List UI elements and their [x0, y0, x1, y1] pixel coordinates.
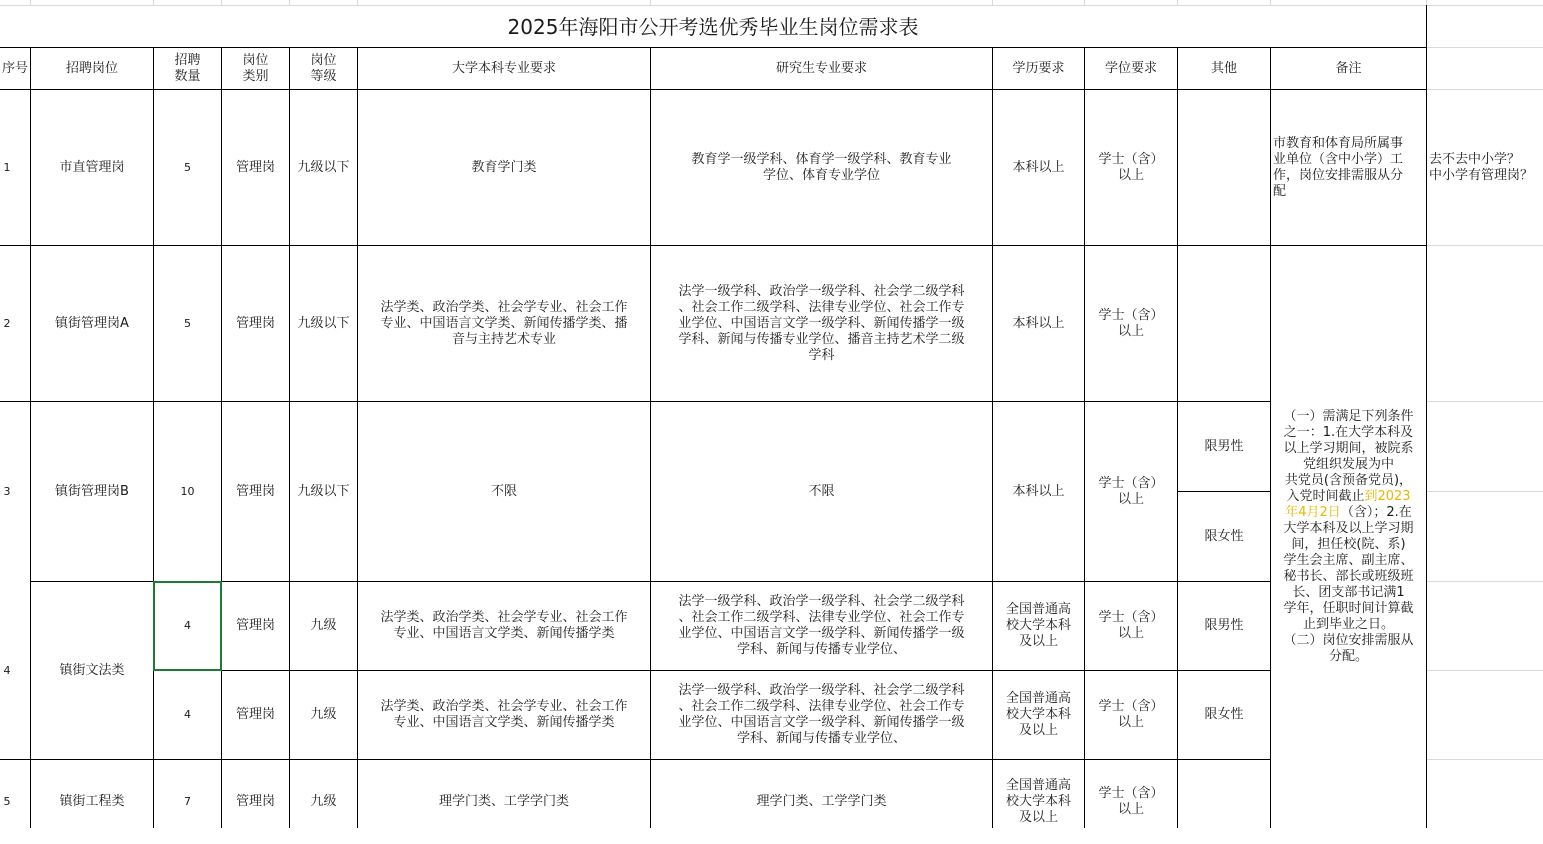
- row5-undergrad[interactable]: 理学门类、工学学门类: [438, 794, 569, 809]
- row4a-level[interactable]: 九级: [310, 618, 337, 633]
- row2-other[interactable]: [1178, 246, 1270, 401]
- row2-category[interactable]: 管理岗: [235, 315, 275, 331]
- row4b-category[interactable]: 管理岗: [235, 707, 275, 722]
- row5-count[interactable]: 7: [184, 795, 191, 808]
- row5-level[interactable]: 九级: [310, 794, 337, 809]
- row1-seq[interactable]: 1: [3, 160, 11, 174]
- header-seq[interactable]: 序号: [2, 60, 29, 76]
- row3-undergrad[interactable]: 不限: [490, 483, 517, 499]
- row3-grad[interactable]: 不限: [808, 483, 835, 499]
- row2-undergrad[interactable]: 法学类、政治学类、社会学专业、社会工作 专业、中国语言文学类、新闻传播学类、播 音与主持艺术专业: [380, 299, 628, 347]
- row2-education[interactable]: 本科以上: [1012, 315, 1065, 331]
- row3-post[interactable]: 镇街管理岗B: [55, 483, 129, 499]
- row5-other[interactable]: [1178, 760, 1270, 844]
- row1-degree[interactable]: 学士（含） 以上: [1098, 151, 1164, 183]
- row4b-count[interactable]: 4: [184, 708, 191, 721]
- header-grad[interactable]: 研究生专业要求: [775, 60, 867, 76]
- row1-post[interactable]: 市直管理岗: [59, 159, 125, 175]
- header-other[interactable]: 其他: [1210, 60, 1237, 76]
- row1-other[interactable]: [1178, 90, 1270, 245]
- header-count[interactable]: 招聘 数量: [174, 52, 201, 84]
- row4b-other[interactable]: 限女性: [1204, 707, 1244, 722]
- row4b-undergrad[interactable]: 法学类、政治学类、社会学专业、社会工作 专业、中国语言文学类、新闻传播学类: [380, 699, 628, 730]
- row4a-degree[interactable]: 学士（含） 以上: [1098, 610, 1164, 641]
- row2-level[interactable]: 九级以下: [297, 315, 350, 331]
- remarks-text-after: （含）；2.在 大学本科及以上学习期 间，担任校(院、系) 学生会主席、副主席、 秘书长、部长或班级班 长、团支部书记满1 学年，任职时间计算截 止到毕业之日。 （二）岗位安排需服从 分配。: [1283, 505, 1414, 664]
- row3-seq[interactable]: 3: [3, 484, 11, 498]
- row1-remarks[interactable]: 市教育和体育局所属事 业单位（含中小学）工 作，岗位安排需服从分 配: [1273, 135, 1404, 199]
- row5-post[interactable]: 镇街工程类: [59, 794, 125, 809]
- row3-other-b[interactable]: 限女性: [1204, 528, 1244, 544]
- row5-category[interactable]: 管理岗: [235, 794, 275, 809]
- remarks-text-before: （一）需满足下列条件 之一：1.在大学本科及 以上学习期间，被院系 党组织发展为中 共党员(含预备党员)， 入党时间截止: [1283, 409, 1414, 504]
- header-level[interactable]: 岗位 等级: [310, 52, 337, 84]
- row4a-category[interactable]: 管理岗: [235, 618, 275, 633]
- header-degree[interactable]: 学位要求: [1104, 60, 1157, 76]
- row4a-education[interactable]: 全国普通高 校大学本科 及以上: [1005, 602, 1071, 649]
- row4a-other[interactable]: 限男性: [1204, 618, 1244, 633]
- header-education[interactable]: 学历要求: [1012, 60, 1065, 76]
- sheet-title[interactable]: 2025年海阳市公开考选优秀毕业生岗位需求表: [507, 14, 919, 39]
- row5-grad[interactable]: 理学门类、工学学门类: [756, 794, 887, 809]
- row4b-level[interactable]: 九级: [310, 707, 337, 722]
- header-remarks[interactable]: 备注: [1335, 60, 1362, 76]
- row1-comment[interactable]: 去不去中小学？ 中小学有管理岗？: [1429, 151, 1534, 183]
- row3-degree[interactable]: 学士（含） 以上: [1098, 475, 1164, 507]
- row2-count[interactable]: 5: [184, 316, 191, 330]
- row5-seq[interactable]: 5: [3, 795, 11, 808]
- row1-undergrad[interactable]: 教育学门类: [471, 159, 537, 175]
- remarks-text: [1283, 409, 1413, 665]
- row4b-grad[interactable]: 法学一级学科、政治学一级学科、社会学二级学科 、社会工作二级学科、法律专业学位、社会工作专 业学位、中国语言文学一级学科、新闻传播学一级 学科、新闻与传播专业学位、: [678, 683, 965, 746]
- row3-category[interactable]: 管理岗: [235, 483, 275, 499]
- row1-count[interactable]: 5: [184, 160, 191, 174]
- row2-post[interactable]: 镇街管理岗A: [55, 315, 129, 331]
- row4a-undergrad[interactable]: 法学类、政治学类、社会学专业、社会工作 专业、中国语言文学类、新闻传播学类: [380, 610, 628, 641]
- row1-level[interactable]: 九级以下: [297, 159, 350, 175]
- header-category[interactable]: 岗位 类别: [242, 52, 269, 84]
- row1-education[interactable]: 本科以上: [1012, 159, 1065, 175]
- row4a-count-selected-cell[interactable]: 4: [153, 581, 222, 671]
- remarks-date-highlight: 到2023 年4月2日: [1285, 489, 1411, 520]
- row3-other-a[interactable]: 限男性: [1204, 438, 1244, 454]
- row4a-grad[interactable]: 法学一级学科、政治学一级学科、社会学二级学科 、社会工作二级学科、法律专业学位、社会工作专 业学位、中国语言文学一级学科、新闻传播学一级 学科、新闻与传播专业学位、: [678, 594, 965, 657]
- row4b-education[interactable]: 全国普通高 校大学本科 及以上: [1005, 691, 1071, 738]
- merged-remarks[interactable]: [1271, 246, 1426, 828]
- row3-level[interactable]: 九级以下: [297, 483, 350, 499]
- row5-education[interactable]: 全国普通高 校大学本科 及以上: [1005, 778, 1071, 825]
- header-post[interactable]: 招聘岗位: [65, 60, 118, 76]
- row4-seq[interactable]: 4: [3, 663, 11, 677]
- row5-degree[interactable]: 学士（含） 以上: [1098, 786, 1164, 817]
- row4b-degree[interactable]: 学士（含） 以上: [1098, 699, 1164, 730]
- row3-count[interactable]: 10: [180, 484, 195, 498]
- row1-grad[interactable]: 教育学一级学科、体育学一级学科、教育专业 学位、体育专业学位: [691, 151, 952, 183]
- header-undergrad[interactable]: 大学本科专业要求: [451, 60, 556, 76]
- row4-post[interactable]: 镇街文法类: [59, 662, 125, 678]
- row2-seq[interactable]: 2: [3, 316, 11, 330]
- row3-education[interactable]: 本科以上: [1012, 483, 1065, 499]
- row2-grad[interactable]: 法学一级学科、政治学一级学科、社会学二级学科 、社会工作二级学科、法律专业学位、社会工作专 业学位、中国语言文学一级学科、新闻传播学一级 学科、新闻与传播专业学位、播音主持艺术学二级 学科: [678, 283, 965, 363]
- row2-degree[interactable]: 学士（含） 以上: [1098, 307, 1164, 339]
- row1-category[interactable]: 管理岗: [235, 159, 275, 175]
